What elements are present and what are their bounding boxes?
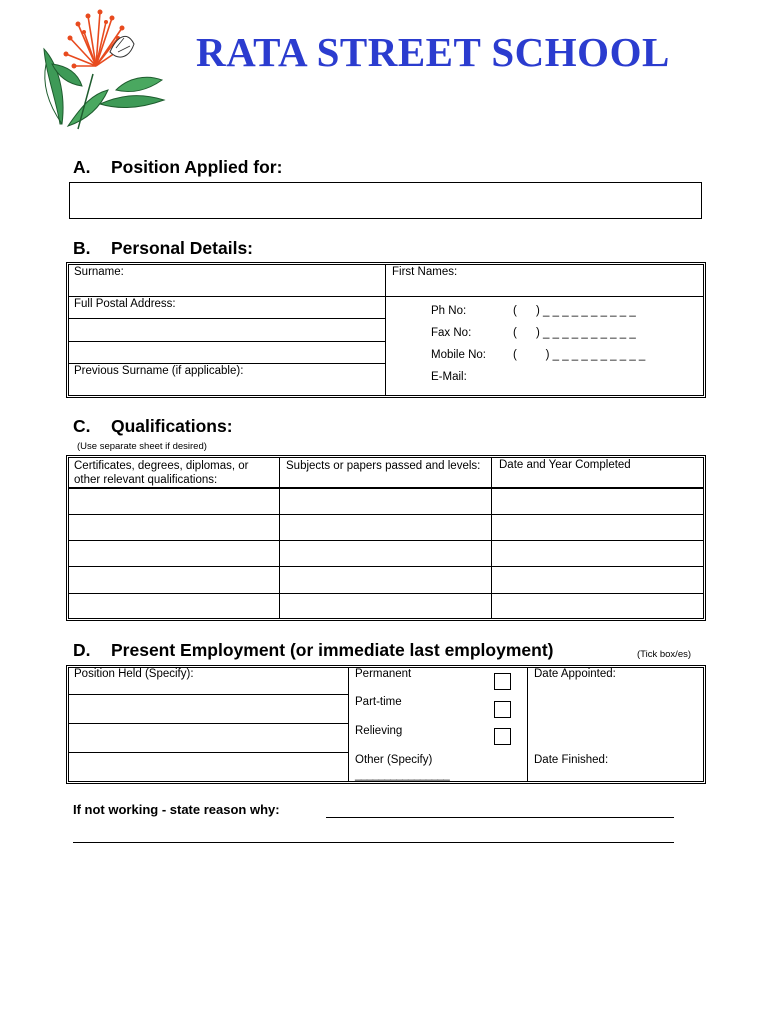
not-working-line-1[interactable] (326, 817, 674, 818)
email-label: E-Mail: (431, 371, 467, 383)
section-a-heading (73, 157, 282, 178)
postal-address-label: Full Postal Address: (74, 298, 176, 310)
section-d-title: Present Employment (or immediate last employment) (111, 640, 554, 660)
fax-line[interactable]: ( ) _ _ _ _ _ _ _ _ _ _ (513, 327, 636, 339)
section-b-letter: B. (73, 238, 91, 258)
qualifications-note: (Use separate sheet if desired) (77, 441, 207, 452)
parttime-checkbox[interactable] (494, 701, 511, 718)
parttime-label: Part-time (355, 696, 402, 708)
section-c-title: Qualifications: (111, 416, 233, 436)
ph-label: Ph No: (431, 305, 467, 317)
previous-surname-label: Previous Surname (if applicable): (74, 365, 244, 377)
tick-note: (Tick box/es) (637, 649, 692, 660)
permanent-label: Permanent (355, 668, 412, 680)
ph-line[interactable]: ( ) _ _ _ _ _ _ _ _ _ _ (513, 305, 636, 317)
first-names-label: First Names: (392, 266, 458, 278)
fax-label: Fax No: (431, 327, 472, 339)
section-a-title: Position Applied for: (111, 157, 283, 177)
school-logo (38, 4, 168, 134)
section-b-heading (73, 238, 253, 259)
section-c-heading (73, 416, 233, 437)
permanent-checkbox[interactable] (494, 673, 511, 690)
section-c-letter: C. (73, 416, 91, 436)
position-applied-field[interactable] (69, 182, 702, 219)
not-working-line-2[interactable] (73, 842, 674, 843)
other-label: Other (Specify) (355, 754, 433, 766)
relieving-checkbox[interactable] (494, 728, 511, 745)
date-appointed-label: Date Appointed: (534, 668, 616, 680)
surname-label: Surname: (74, 266, 124, 278)
qual-col-subjects: Subjects or papers passed and levels: (286, 460, 481, 472)
section-a-letter: A. (73, 157, 91, 177)
relieving-label: Relieving (355, 725, 403, 737)
date-finished-label: Date Finished: (534, 754, 609, 766)
qual-col-certificates: Certificates, degrees, diplomas, or other relevant qualifications: (74, 460, 249, 486)
not-working-label: If not working - state reason why: (73, 802, 280, 817)
other-specify-line[interactable]: ________________ (355, 769, 450, 781)
qual-col-date: Date and Year Completed (499, 459, 631, 471)
school-name: RATA STREET SCHOOL (196, 29, 670, 75)
mobile-line[interactable]: ( ) _ _ _ _ _ _ _ _ _ _ (513, 349, 646, 361)
position-held-label: Position Held (Specify): (74, 668, 194, 680)
section-d-letter: D. (73, 640, 91, 660)
section-b-title: Personal Details: (111, 238, 253, 258)
mobile-label: Mobile No: (431, 349, 486, 361)
section-d-heading (73, 640, 553, 661)
